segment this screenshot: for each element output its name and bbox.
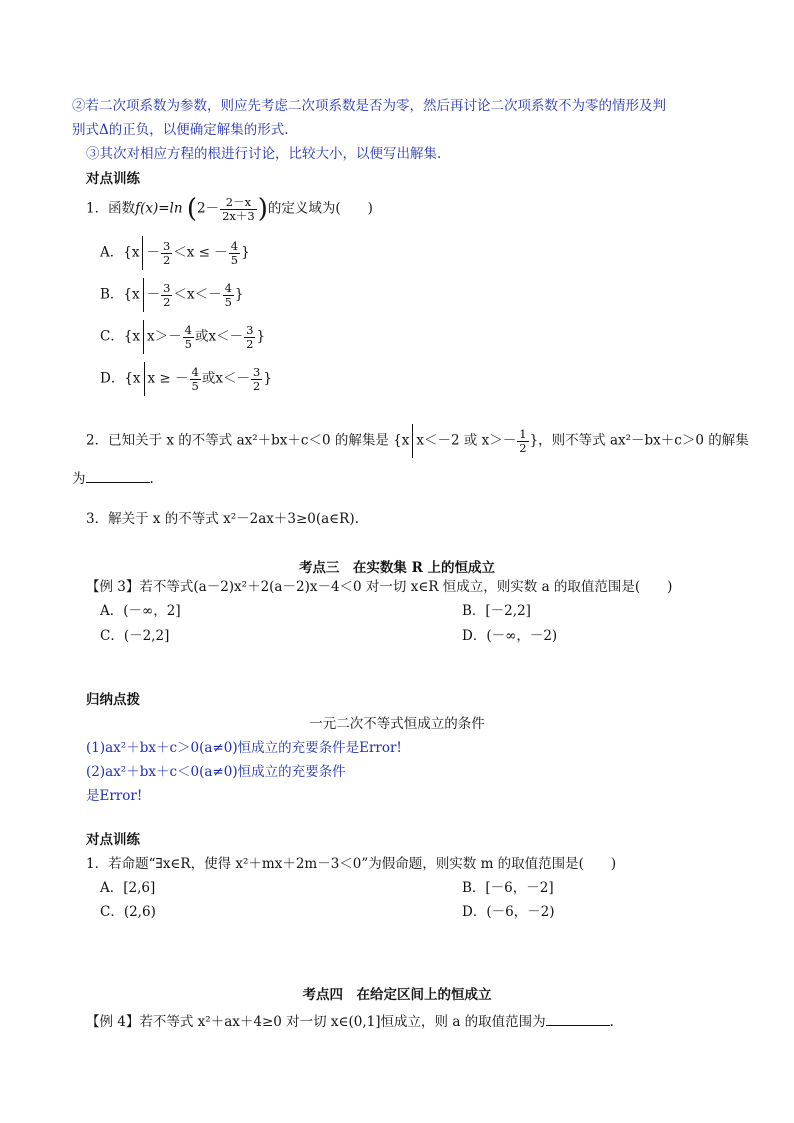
example-3-option-a[interactable]: A．(－∞，2] bbox=[100, 603, 181, 619]
summary-line-3: 是Error! bbox=[86, 788, 143, 804]
intro-line-1: ②若二次项系数为参数，则应先考虑二次项系数是否为零，然后再讨论二次项系数不为零的情形及判 bbox=[72, 98, 666, 114]
example-3-option-c[interactable]: C．(－2,2] bbox=[100, 628, 170, 644]
option-a[interactable]: A．{x － $\frac{3}{2}$ ＜x ≤ － $\frac{4}{5}$ } bbox=[100, 236, 250, 270]
practice-2-option-b[interactable]: B．[－6，－2] bbox=[462, 880, 554, 896]
example-4-answer-blank[interactable] bbox=[546, 1013, 610, 1026]
practice-2-option-d[interactable]: D．(－6，－2) bbox=[462, 904, 555, 920]
question-1: 1．函数f(x)=ln (2－ $\frac{2-x}{2x+3}$ )的定义域为( ) bbox=[86, 194, 373, 224]
summary-heading: 归纳点拨 bbox=[86, 692, 140, 708]
question-2: 2．已知关于 x 的不等式 ax²＋bx＋c＜0 的解集是 {x x＜－2 或 x＞－ $\frac{1}{2}$ }，则不等式 ax²－bx＋c＞0 的解集 bbox=[86, 424, 749, 458]
example-3-option-d[interactable]: D．(－∞，－2) bbox=[462, 628, 558, 644]
question-2-line-2: 为 . bbox=[72, 471, 154, 487]
intro-line-3: ③其次对相应方程的根进行讨论，比较大小，以便写出解集. bbox=[86, 146, 442, 162]
example-3: 【例 3】若不等式(a－2)x²＋2(a－2)x－4＜0 对一切 x∈R 恒成立，则实数 a 的取值范围是( ) bbox=[86, 579, 673, 595]
summary-line-2: (2)ax²＋bx＋c＜0(a≠0)恒成立的充要条件 bbox=[86, 764, 346, 780]
practice-heading: 对点训练 bbox=[86, 171, 140, 187]
practice-2-option-a[interactable]: A．[2,6] bbox=[100, 880, 156, 896]
option-c[interactable]: C．{x x＞－ $\frac{4}{5}$ 或x＜－ $\frac{3}{2}$ } bbox=[100, 320, 265, 354]
summary-title: 一元二次不等式恒成立的条件 bbox=[309, 716, 485, 732]
answer-blank[interactable] bbox=[86, 470, 150, 483]
intro-line-2: 别式Δ的正负，以便确定解集的形式. bbox=[72, 122, 289, 138]
practice-2-question-1: 1．若命题“∃x∈R，使得 x²＋mx＋2m－3＜0”为假命题，则实数 m 的取值范围是( ) bbox=[86, 856, 617, 872]
summary-line-1: (1)ax²＋bx＋c＞0(a≠0)恒成立的充要条件是Error! bbox=[86, 740, 402, 756]
option-d[interactable]: D．{x x ≥ － $\frac{4}{5}$ 或x＜－ $\frac{3}{2}$ } bbox=[100, 362, 272, 396]
section-4-title: 考点四 在给定区间上的恒成立 bbox=[302, 987, 492, 1003]
option-b[interactable]: B．{x － $\frac{3}{2}$ ＜x＜－ $\frac{4}{5}$ } bbox=[100, 278, 244, 312]
example-3-option-b[interactable]: B．[－2,2] bbox=[462, 603, 531, 619]
example-4: 【例 4】若不等式 x²＋ax＋4≥0 对一切 x∈(0,1]恒成立，则 a 的取值范围为 . bbox=[86, 1014, 614, 1030]
practice-2-option-c[interactable]: C．(2,6) bbox=[100, 904, 156, 920]
question-3: 3．解关于 x 的不等式 x²－2ax＋3≥0(a∈R). bbox=[86, 511, 359, 527]
section-3-title: 考点三 在实数集 R 上的恒成立 bbox=[298, 560, 496, 576]
practice-2-heading: 对点训练 bbox=[86, 832, 140, 848]
